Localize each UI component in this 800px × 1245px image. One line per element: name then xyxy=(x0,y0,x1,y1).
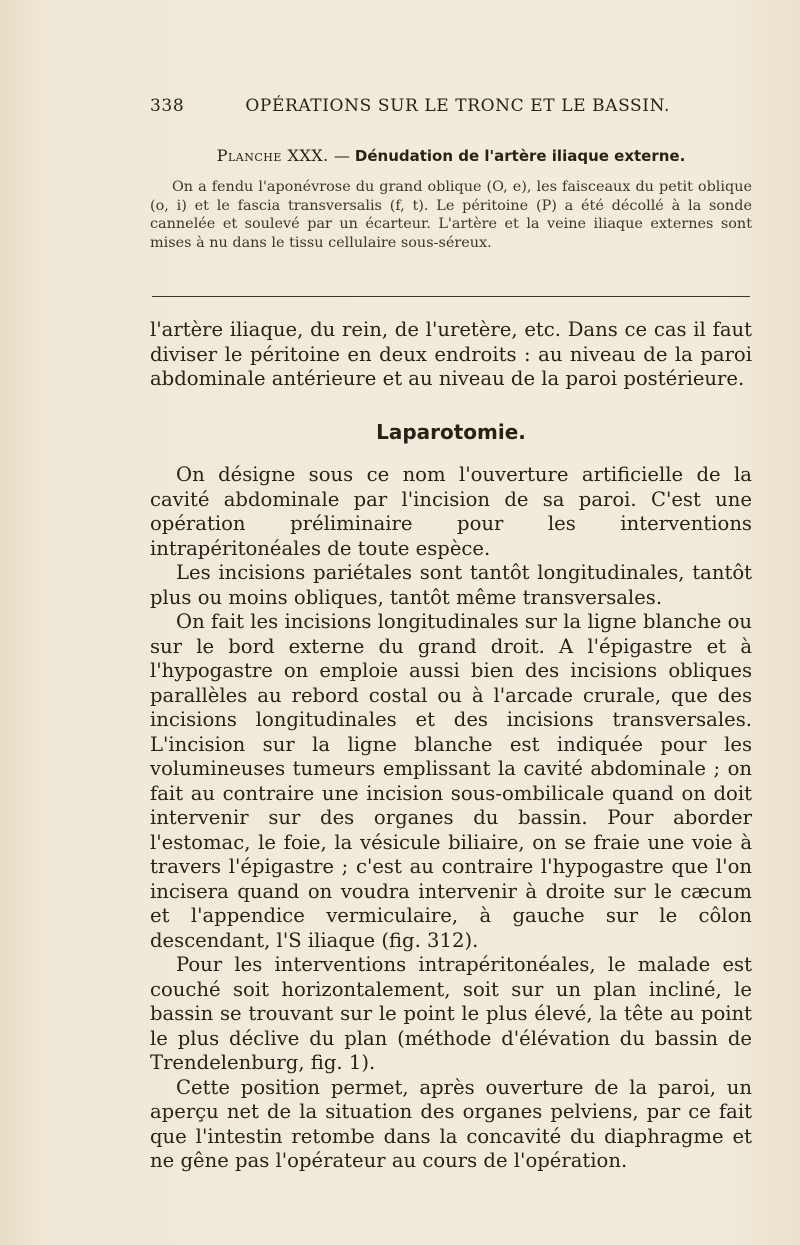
divider-rule xyxy=(152,296,750,297)
paragraph-5: Cette position permet, après ouverture de la paroi, un aperçu net de la situation des organes pelviens, par ce fait que l'intestin retombe dans la concavité du diaphragme et ne gêne pas l'opérateur au cours de l'opération. xyxy=(150,1075,752,1172)
section-title: Laparotomie. xyxy=(376,420,526,444)
plate-title: Dénudation de l'artère iliaque externe. xyxy=(354,147,686,165)
running-title: OPÉRATIONS SUR LE TRONC ET LE BASSIN. xyxy=(245,96,670,116)
lead-paragraph: l'artère iliaque, du rein, de l'uretère, etc. Dans ce cas il faut diviser le péritoine en deux endroits : au niveau de la paroi abdominale antérieure et au niveau de la paroi postérieure. xyxy=(150,318,752,390)
paragraph-1: On désigne sous ce nom l'ouverture artificielle de la cavité abdominale par l'incision de sa paroi. C'est une opération préliminaire pour les interventions intrapéritonéales de toute espèce. xyxy=(150,463,752,560)
paragraph-3: On fait les incisions longitudinales sur la ligne blanche ou sur le bord externe du grand droit. A l'épigastre et à l'hypogastre on emploie aussi bien des incisions obliques parallèles au rebord costal ou à l'arcade crurale, que des incisions longitudinales et des incisions transversales. L'incision sur la ligne blanche est indiquée pour les volumineuses tumeurs emplissant la cavité abdominale ; on fait au contraire une incision sous-ombilicale quand on doit intervenir sur des organes du bassin. Pour aborder l'estomac, le foie, la vésicule biliaire, on se fraie une voie à travers l'épigastre ; c'est au contraire l'hypogastre que l'on incisera quand on voudra intervenir à droite sur le cæcum et l'appendice vermiculaire, à gauche sur le côlon descendant, l'S iliaque (fig. 312). xyxy=(150,610,752,952)
running-header xyxy=(150,96,670,116)
body-text xyxy=(150,463,752,1174)
paragraph-4: Pour les interventions intrapéritonéales, le malade est couché soit horizontalement, soit sur un plan incliné, le bassin se trouvant sur le point le plus élevé, la tête au point le plus déclive du plan (méthode d'élévation du bassin de Trendelenburg, fig. 1). xyxy=(150,953,752,1074)
page-number: 338 xyxy=(150,96,185,116)
plate-heading xyxy=(150,146,752,165)
plate-caption: On a fendu l'aponévrose du grand oblique (O, e), les faisceaux du petit oblique (o, i) et le fascia transversalis (f, t). Le péritoine (P) a été décollé à la sonde cannelée et soulevé par un écarteur. L'artère et la veine iliaque externes sont mises à nu dans le tissu cellulaire sous-séreux. xyxy=(150,179,752,251)
paragraph-2: Les incisions pariétales sont tantôt longitudinales, tantôt plus ou moins obliques, tantôt même transversales. xyxy=(150,561,752,609)
plate-label: Planche XXX. xyxy=(216,146,329,165)
continued-paragraph xyxy=(150,318,752,392)
plate-dash: — xyxy=(333,146,350,165)
